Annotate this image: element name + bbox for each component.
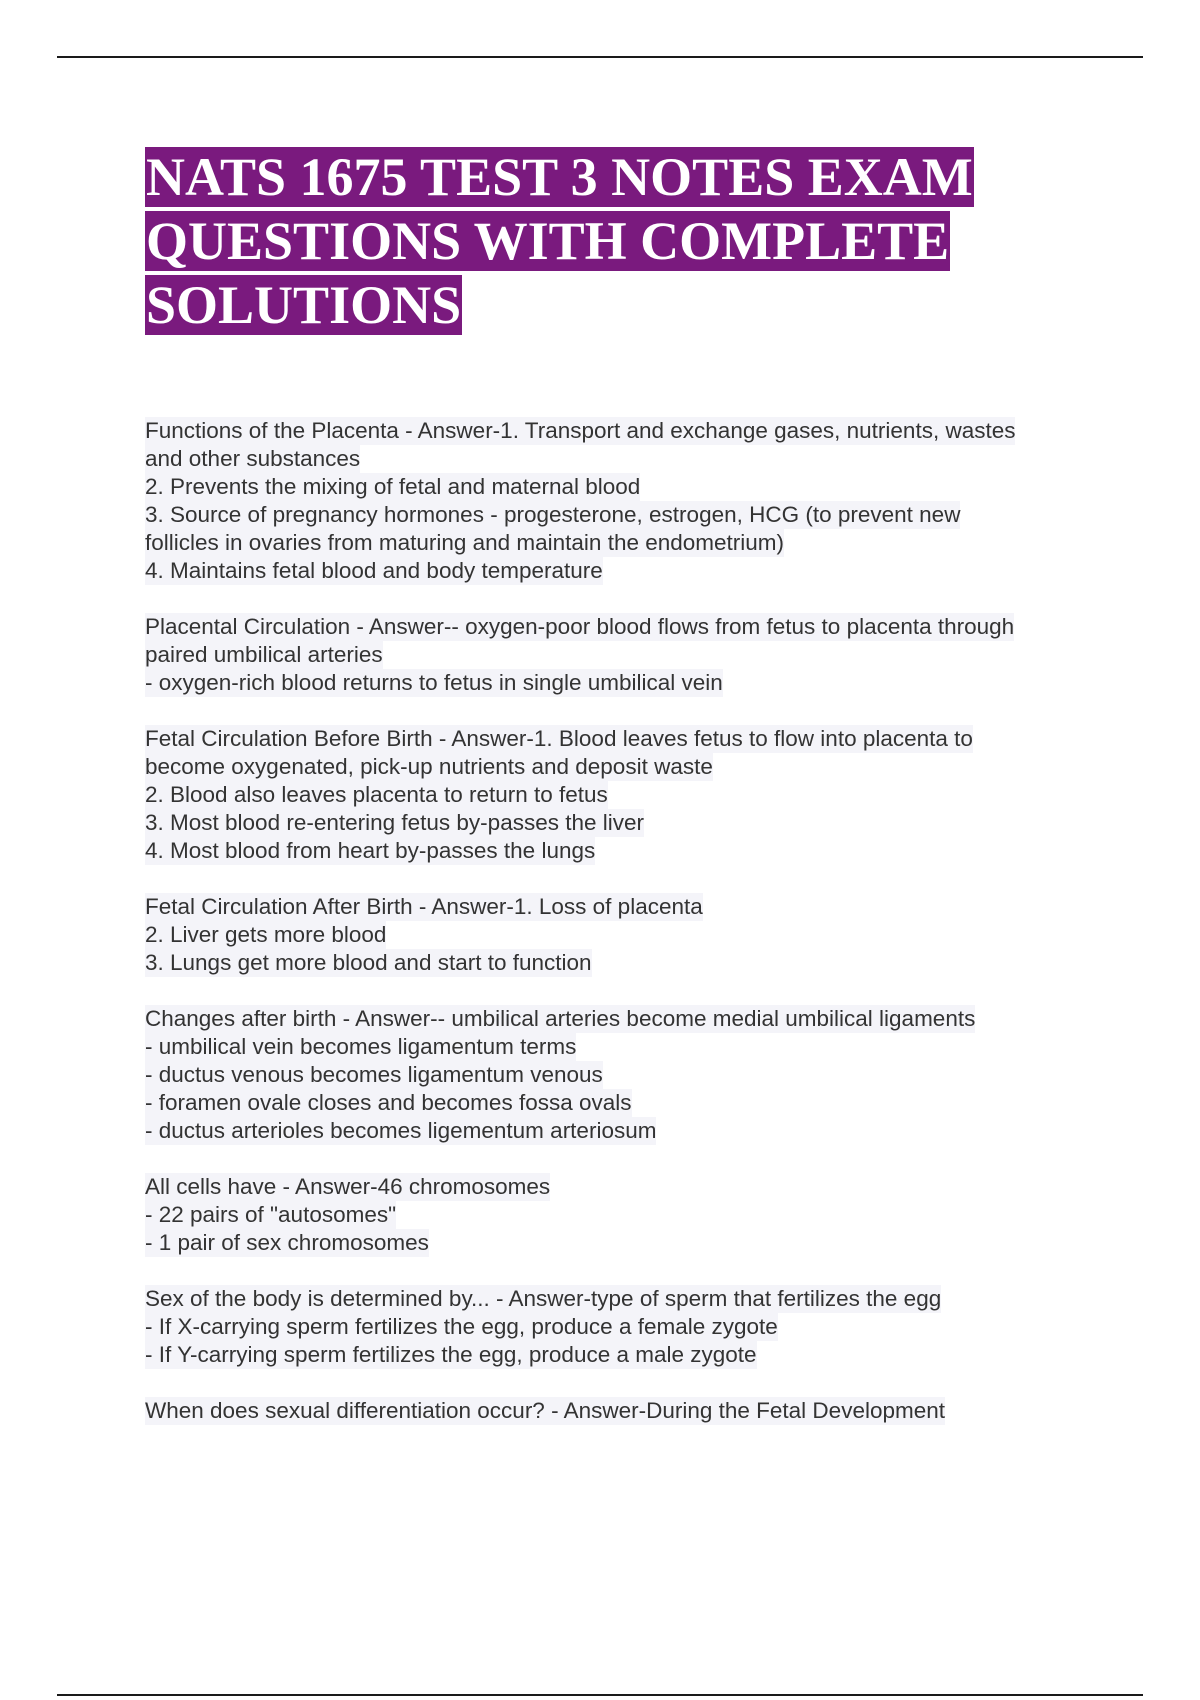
- qa-entry-sex-determination: [145, 1285, 1105, 1369]
- qa-line: Placental Circulation - Answer-- oxygen-poor blood flows from fetus to placenta through: [145, 614, 1015, 639]
- qa-line: - ductus arterioles becomes ligementum arteriosum: [145, 1118, 657, 1143]
- qa-line: - If X-carrying sperm fertilizes the egg, produce a female zygote: [145, 1314, 778, 1339]
- document-title: [145, 145, 1045, 337]
- qa-line: 3. Lungs get more blood and start to function: [145, 950, 592, 975]
- qa-line: - foramen ovale closes and becomes fossa ovals: [145, 1090, 632, 1115]
- qa-line: 3. Most blood re-entering fetus by-passes the liver: [145, 810, 644, 835]
- qa-line: - umbilical vein becomes ligamentum terms: [145, 1034, 577, 1059]
- qa-line: 3. Source of pregnancy hormones - progesterone, estrogen, HCG (to prevent new: [145, 502, 961, 527]
- qa-line: - 22 pairs of "autosomes": [145, 1202, 397, 1227]
- qa-line: - oxygen-rich blood returns to fetus in single umbilical vein: [145, 670, 723, 695]
- qa-line: - If Y-carrying sperm fertilizes the egg, produce a male zygote: [145, 1342, 757, 1367]
- qa-line: 4. Most blood from heart by-passes the lungs: [145, 838, 596, 863]
- qa-line: and other substances: [145, 446, 361, 471]
- qa-line: - ductus venous becomes ligamentum venous: [145, 1062, 603, 1087]
- qa-entry-sexual-differentiation: [145, 1397, 1105, 1425]
- qa-line: All cells have - Answer-46 chromosomes: [145, 1174, 551, 1199]
- qa-line: - 1 pair of sex chromosomes: [145, 1230, 429, 1255]
- qa-line: 2. Blood also leaves placenta to return to fetus: [145, 782, 608, 807]
- qa-line: Changes after birth - Answer-- umbilical arteries become medial umbilical ligaments: [145, 1006, 976, 1031]
- qa-entry-fetal-circulation-after-birth: [145, 893, 1105, 977]
- qa-line: 4. Maintains fetal blood and body temperature: [145, 558, 603, 583]
- qa-line: Sex of the body is determined by... - Answer-type of sperm that fertilizes the egg: [145, 1286, 942, 1311]
- bottom-rule: [57, 1694, 1143, 1696]
- document-title-text: NATS 1675 TEST 3 NOTES EXAM QUESTIONS WITH COMPLETE SOLUTIONS: [146, 147, 973, 335]
- document-body: [145, 417, 1105, 1453]
- qa-entry-fetal-circulation-before-birth: [145, 725, 1105, 865]
- qa-line: When does sexual differentiation occur? - Answer-During the Fetal Development: [145, 1398, 946, 1423]
- qa-line: Functions of the Placenta - Answer-1. Transport and exchange gases, nutrients, wastes: [145, 418, 1016, 443]
- qa-entry-changes-after-birth: [145, 1005, 1105, 1145]
- qa-entry-placental-circulation: [145, 613, 1105, 697]
- qa-entry-all-cells-have: [145, 1173, 1105, 1257]
- top-rule: [57, 56, 1143, 58]
- qa-line: 2. Prevents the mixing of fetal and maternal blood: [145, 474, 641, 499]
- qa-line: 2. Liver gets more blood: [145, 922, 387, 947]
- qa-line: paired umbilical arteries: [145, 642, 383, 667]
- qa-line: follicles in ovaries from maturing and maintain the endometrium): [145, 530, 785, 555]
- qa-line: become oxygenated, pick-up nutrients and deposit waste: [145, 754, 713, 779]
- qa-line: Fetal Circulation After Birth - Answer-1. Loss of placenta: [145, 894, 703, 919]
- qa-entry-placenta-functions: [145, 417, 1105, 585]
- qa-line: Fetal Circulation Before Birth - Answer-1. Blood leaves fetus to flow into placenta to: [145, 726, 973, 751]
